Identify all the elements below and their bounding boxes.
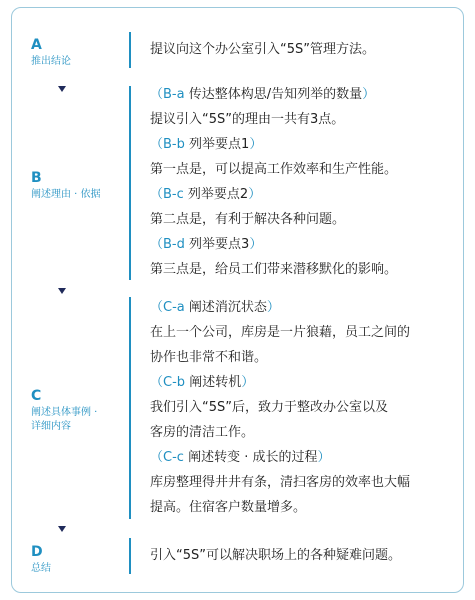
subheading-b-b: （B-b 列举要点1） <box>150 137 263 152</box>
body-line-b-d: 第三点是，给员工们带来潜移默化的影响。 <box>150 262 398 277</box>
body-line-b-b: 第一点是，可以提高工作效率和生产性能。 <box>150 162 398 177</box>
section-a-line: 提议向这个办公室引入“5S”管理方法。 <box>150 42 375 57</box>
arrow-down-icon <box>58 288 66 294</box>
section-c-sublabel-1: 阐述具体事例 · <box>31 407 98 418</box>
subheading-b-a: （B-a 传达整体构思/告知列举的数量） <box>150 87 376 102</box>
subheading-b-d: （B-d 列举要点3） <box>150 237 263 252</box>
subheading-c-c: （C-c 阐述转变 · 成长的过程） <box>150 450 331 465</box>
section-d-label <box>31 544 111 576</box>
body-line-c-b-2: 客房的清洁工作。 <box>150 425 255 440</box>
section-a-divider <box>129 32 131 68</box>
section-a-label <box>31 37 111 69</box>
section-d-divider <box>129 538 131 574</box>
subheading-c-a: （C-a 阐述消沉状态） <box>150 300 280 315</box>
section-c-sublabel-2: 详细内容 <box>31 421 71 432</box>
body-line-b-c: 第二点是，有利于解决各种问题。 <box>150 212 346 227</box>
body-line-b-a: 提议引入“5S”的理由一共有3点。 <box>150 112 345 127</box>
section-b-content <box>150 82 460 282</box>
body-line-c-c-1: 库房整理得井井有条，清扫客房的效率也大幅 <box>150 475 411 490</box>
arrow-down-icon <box>58 526 66 532</box>
subheading-b-c: （B-c 列举要点2） <box>150 187 262 202</box>
section-a-content <box>150 37 460 62</box>
section-a-letter: A <box>31 37 42 53</box>
section-a-sublabel: 推出结论 <box>31 56 71 67</box>
arrow-down-icon <box>58 86 66 92</box>
section-d-sublabel: 总结 <box>31 563 51 574</box>
section-b-label <box>31 170 111 202</box>
section-b-divider <box>129 86 131 280</box>
subheading-c-b: （C-b 阐述转机） <box>150 375 255 390</box>
section-c-divider <box>129 297 131 519</box>
body-line-c-a-2: 协作也非常不和谐。 <box>150 350 268 365</box>
section-c-letter: C <box>31 388 42 404</box>
section-d-letter: D <box>31 544 43 560</box>
body-line-c-b-1: 我们引入“5S”后，致力于整改办公室以及 <box>150 400 388 415</box>
section-c-content <box>150 295 460 520</box>
section-d-line: 引入“5S”可以解决职场上的各种疑难问题。 <box>150 548 401 563</box>
body-line-c-c-2: 提高。住宿客户数量增多。 <box>150 500 307 515</box>
section-b-sublabel: 阐述理由 · 依据 <box>31 189 101 200</box>
section-b-letter: B <box>31 170 42 186</box>
section-c-label <box>31 388 111 434</box>
section-d-content <box>150 543 460 568</box>
body-line-c-a-1: 在上一个公司，库房是一片狼藉，员工之间的 <box>150 325 411 340</box>
